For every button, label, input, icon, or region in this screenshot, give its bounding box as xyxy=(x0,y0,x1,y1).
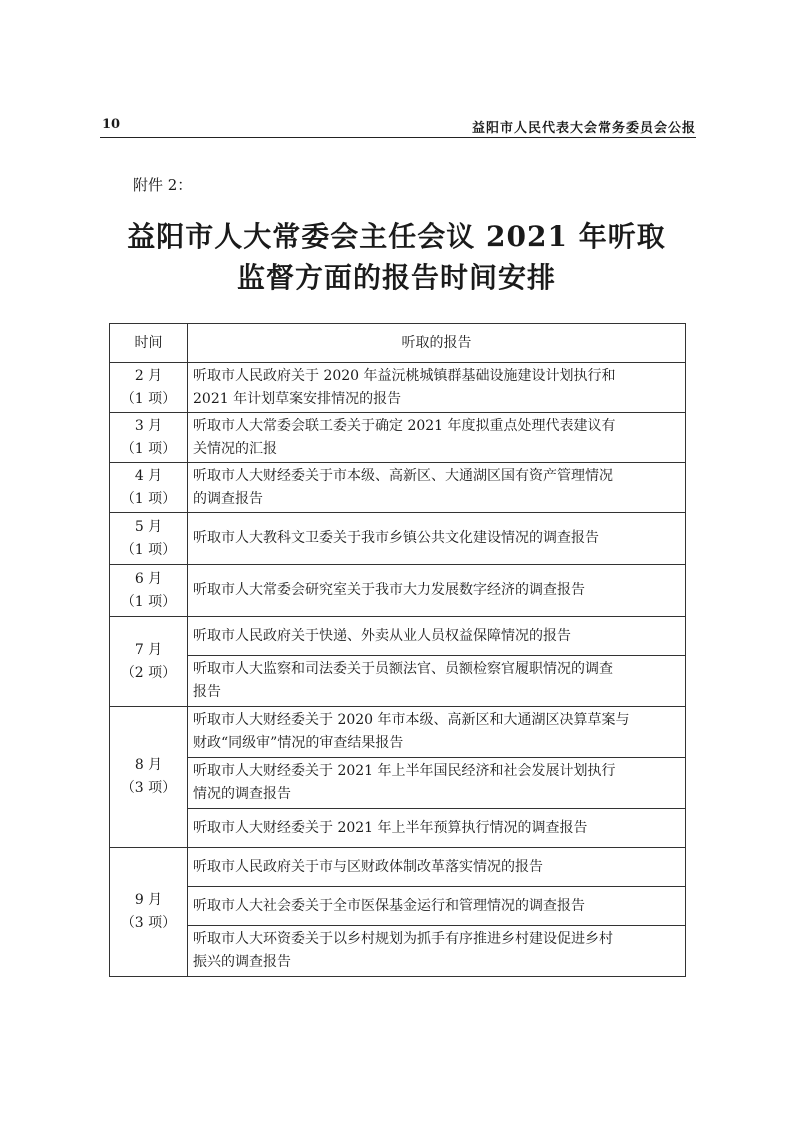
month-label: 4 月 xyxy=(134,467,163,484)
report-cell xyxy=(188,565,686,617)
attachment-label: 附件 2： xyxy=(133,176,193,194)
item-count: （3 项） xyxy=(120,915,177,931)
month-cell xyxy=(110,513,188,565)
month-label: 9 月 xyxy=(134,892,163,908)
item-count: （3 项） xyxy=(120,780,177,796)
report-cell xyxy=(188,809,686,848)
page-header xyxy=(100,116,696,136)
report-cell xyxy=(188,413,686,463)
table-row xyxy=(110,363,686,413)
item-count: （1 项） xyxy=(120,490,177,507)
report-line: 振兴的调查报告 xyxy=(193,954,291,970)
month-cell xyxy=(110,848,188,977)
month-cell xyxy=(110,617,188,707)
schedule-table xyxy=(109,323,686,977)
report-line: 听取市人大常委会联工委关于确定 2021 年度拟重点处理代表建议有 xyxy=(193,417,616,434)
page-number: 10 xyxy=(102,117,121,132)
item-count: （1 项） xyxy=(120,390,177,407)
report-line: 听取市人大环资委关于以乡村规划为抓手有序推进乡村建设促进乡村 xyxy=(193,931,613,947)
report-line: 听取市人大教科文卫委关于我市乡镇公共文化建设情况的调查报告 xyxy=(193,530,599,546)
item-count: （1 项） xyxy=(120,440,177,457)
report-line: 报告 xyxy=(193,684,221,700)
report-line: 听取市人大社会委关于全市医保基金运行和管理情况的调查报告 xyxy=(193,897,585,914)
report-line: 关情况的汇报 xyxy=(193,440,277,457)
table-row xyxy=(110,758,686,809)
report-cell xyxy=(188,707,686,758)
table-row xyxy=(110,926,686,977)
month-label: 5 月 xyxy=(134,518,163,535)
report-cell xyxy=(188,758,686,809)
month-label: 3 月 xyxy=(134,417,163,434)
month-cell xyxy=(110,363,188,413)
publication-title: 益阳市人民代表大会常务委员会公报 xyxy=(471,121,696,136)
month-label: 7 月 xyxy=(134,641,163,658)
table-row xyxy=(110,809,686,848)
report-line: 听取市人大财经委关于 2021 年上半年预算执行情况的调查报告 xyxy=(193,819,588,836)
month-cell xyxy=(110,413,188,463)
month-label: 6 月 xyxy=(134,570,163,587)
header-report: 听取的报告 xyxy=(188,324,686,363)
report-cell xyxy=(188,926,686,977)
report-line: 听取市人民政府关于 2020 年益沅桃城镇群基础设施建设计划执行和 xyxy=(193,367,616,384)
month-cell xyxy=(110,707,188,848)
table-row xyxy=(110,565,686,617)
report-cell xyxy=(188,463,686,513)
item-count: （1 项） xyxy=(120,541,177,558)
table-header-row xyxy=(110,324,686,363)
document-title-line-1: 益阳市人大常委会主任会议 2021 年听取 xyxy=(127,220,666,253)
report-line: 听取市人大财经委关于 2021 年上半年国民经济和社会发展计划执行 xyxy=(193,763,616,779)
table-row xyxy=(110,617,686,656)
item-count: （1 项） xyxy=(120,593,177,610)
report-line: 听取市人大监察和司法委关于员额法官、员额检察官履职情况的调查 xyxy=(193,661,613,677)
month-label: 8 月 xyxy=(134,757,163,773)
month-cell xyxy=(110,565,188,617)
report-line: 2021 年计划草案安排情况的报告 xyxy=(193,390,402,407)
report-line: 听取市人大财经委关于市本级、高新区、大通湖区国有资产管理情况 xyxy=(193,467,613,484)
report-line: 听取市人大常委会研究室关于我市大力发展数字经济的调查报告 xyxy=(193,582,585,598)
month-cell xyxy=(110,463,188,513)
table-row xyxy=(110,463,686,513)
report-line: 财政“同级审”情况的审查结果报告 xyxy=(193,735,404,751)
table-row xyxy=(110,656,686,707)
report-line: 听取市人民政府关于市与区财政体制改革落实情况的报告 xyxy=(193,858,543,875)
table-row xyxy=(110,413,686,463)
report-cell xyxy=(188,617,686,656)
report-cell xyxy=(188,656,686,707)
report-line: 的调查报告 xyxy=(193,490,263,507)
report-cell xyxy=(188,363,686,413)
report-cell xyxy=(188,513,686,565)
table-row xyxy=(110,887,686,926)
header-rule xyxy=(100,137,696,138)
header-time: 时间 xyxy=(110,324,188,363)
report-line: 听取市人民政府关于快递、外卖从业人员权益保障情况的报告 xyxy=(193,627,571,644)
month-label: 2 月 xyxy=(134,367,163,384)
report-cell xyxy=(188,848,686,887)
item-count: （2 项） xyxy=(120,664,177,681)
table-row xyxy=(110,707,686,758)
report-line: 情况的调查报告 xyxy=(193,786,291,802)
report-line: 听取市人大财经委关于 2020 年市本级、高新区和大通湖区决算草案与 xyxy=(193,712,630,728)
table-row xyxy=(110,848,686,887)
document-title-line-2: 监督方面的报告时间安排 xyxy=(236,261,556,294)
report-cell xyxy=(188,887,686,926)
table-row xyxy=(110,513,686,565)
